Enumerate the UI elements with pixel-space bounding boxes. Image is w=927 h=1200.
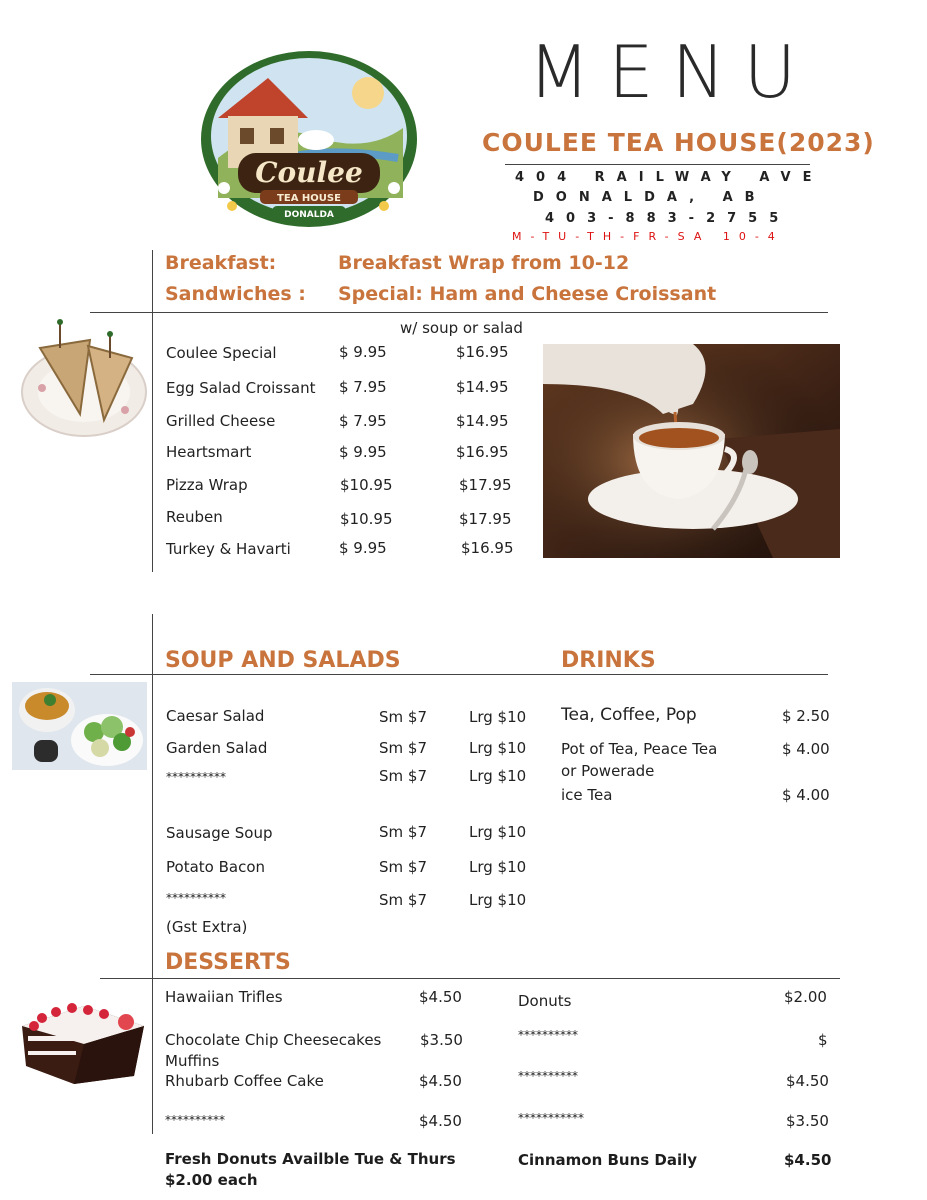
list-item: Caesar Salad: [166, 707, 265, 725]
logo: [198, 48, 420, 230]
large-price: Lrg $10: [469, 823, 527, 841]
price: $ 4.00: [782, 740, 830, 758]
price: $ 7.95: [339, 378, 387, 396]
list-item: Tea, Coffee, Pop: [561, 705, 697, 725]
combo-price: $14.95: [456, 412, 509, 430]
sandwiches-label: Sandwiches :: [165, 283, 306, 305]
small-price: Sm $7: [379, 708, 427, 726]
list-item: Turkey & Havarti: [166, 540, 291, 558]
drinks-heading: DRINKS: [561, 648, 656, 673]
large-price: Lrg $10: [469, 858, 527, 876]
address-line1: 404 RAILWAY AVE: [515, 170, 824, 185]
list-item: Heartsmart: [166, 443, 252, 461]
breakfast-label: Breakfast:: [165, 252, 277, 274]
svg-text:TEA HOUSE: TEA HOUSE: [277, 193, 341, 204]
phone-number: 403-883-2755: [545, 211, 791, 226]
large-price: Lrg $10: [469, 708, 527, 726]
price: $ 9.95: [339, 343, 387, 361]
soup-divider: [90, 674, 828, 675]
list-item: Potato Bacon: [166, 858, 266, 876]
sandwich-divider: [90, 312, 828, 313]
price: $ 2.50: [782, 707, 830, 725]
large-price: Lrg $10: [469, 767, 527, 785]
large-price: Lrg $10: [469, 739, 527, 757]
list-item: Pizza Wrap: [166, 476, 248, 494]
price: $4.50: [419, 1112, 462, 1130]
list-item: Reuben: [166, 508, 223, 526]
opening-hours: M-TU-TH-FR-SA 10-4: [512, 230, 784, 243]
list-item: **********: [165, 1113, 225, 1127]
list-item: Chocolate Chip Cheesecakes: [165, 1031, 382, 1049]
business-name: COULEE TEA HOUSE(2023): [482, 128, 875, 157]
soup-vertical-rule: [152, 614, 153, 1134]
list-item: Donuts: [518, 992, 572, 1010]
small-price: Sm $7: [379, 767, 427, 785]
combo-price: $16.95: [461, 539, 514, 557]
combo-price: $14.95: [456, 378, 509, 396]
cake-image: [14, 986, 150, 1086]
list-item: Rhubarb Coffee Cake: [165, 1072, 324, 1090]
menu-title: MENU: [528, 30, 815, 114]
cinnamon-buns-label: Cinnamon Buns Daily: [518, 1151, 698, 1169]
logo-script: Coulee: [255, 156, 363, 189]
combo-price: $16.95: [456, 343, 509, 361]
sandwich-image: [20, 318, 148, 440]
list-item: **********: [166, 891, 226, 905]
breakfast-value: Breakfast Wrap from 10-12: [338, 252, 630, 274]
price: $ 7.95: [339, 412, 387, 430]
gst-note: (Gst Extra): [166, 918, 248, 936]
desserts-heading: DESSERTS: [165, 950, 291, 975]
combo-price: $17.95: [459, 476, 512, 494]
list-item: Garden Salad: [166, 739, 268, 757]
svg-text:DONALDA: DONALDA: [284, 210, 334, 220]
price: $10.95: [340, 510, 393, 528]
list-item: Coulee Special: [166, 344, 277, 362]
price: $ 9.95: [339, 539, 387, 557]
soups-heading: SOUP AND SALADS: [165, 648, 401, 673]
sandwich-special: Special: Ham and Cheese Croissant: [338, 283, 717, 305]
tea-photo: [543, 344, 840, 558]
price: $3.50: [420, 1031, 463, 1049]
list-item: Pot of Tea, Peace Tea: [561, 740, 718, 758]
header-divider: [505, 164, 810, 165]
list-item: Sausage Soup: [166, 824, 273, 842]
desserts-divider: [100, 978, 840, 979]
fresh-donuts-note: Fresh Donuts Availble Tue & Thurs: [165, 1150, 456, 1168]
small-price: Sm $7: [379, 891, 427, 909]
price: $2.00: [784, 988, 827, 1006]
price: $3.50: [786, 1112, 829, 1130]
soup-salad-image: [12, 682, 147, 770]
address-line2: DONALDA, AB: [533, 190, 767, 205]
large-price: Lrg $10: [469, 891, 527, 909]
price: $ 9.95: [339, 443, 387, 461]
combo-price: $17.95: [459, 510, 512, 528]
combo-price: $16.95: [456, 443, 509, 461]
list-item: ice Tea: [561, 786, 613, 804]
small-price: Sm $7: [379, 858, 427, 876]
price: $4.50: [419, 988, 462, 1006]
small-price: Sm $7: [379, 823, 427, 841]
list-item: Grilled Cheese: [166, 412, 276, 430]
list-item-continued: or Powerade: [561, 762, 655, 780]
sandwich-vertical-rule: [152, 250, 153, 572]
price: $4.50: [786, 1072, 829, 1090]
price: $4.50: [419, 1072, 462, 1090]
price: $ 4.00: [782, 786, 830, 804]
list-item: Hawaiian Trifles: [165, 988, 283, 1006]
list-item: **********: [518, 1028, 578, 1042]
list-item: **********: [166, 770, 226, 784]
price: $10.95: [340, 476, 393, 494]
list-item: Egg Salad Croissant: [166, 379, 316, 397]
cinnamon-buns-price: $4.50: [784, 1151, 832, 1169]
soup-salad-note: w/ soup or salad: [400, 319, 523, 337]
list-item: **********: [518, 1069, 578, 1083]
list-item: ***********: [518, 1111, 584, 1125]
fresh-donuts-price: $2.00 each: [165, 1171, 258, 1189]
price: $: [818, 1031, 828, 1049]
list-item-continued: Muffins: [165, 1052, 220, 1070]
small-price: Sm $7: [379, 739, 427, 757]
